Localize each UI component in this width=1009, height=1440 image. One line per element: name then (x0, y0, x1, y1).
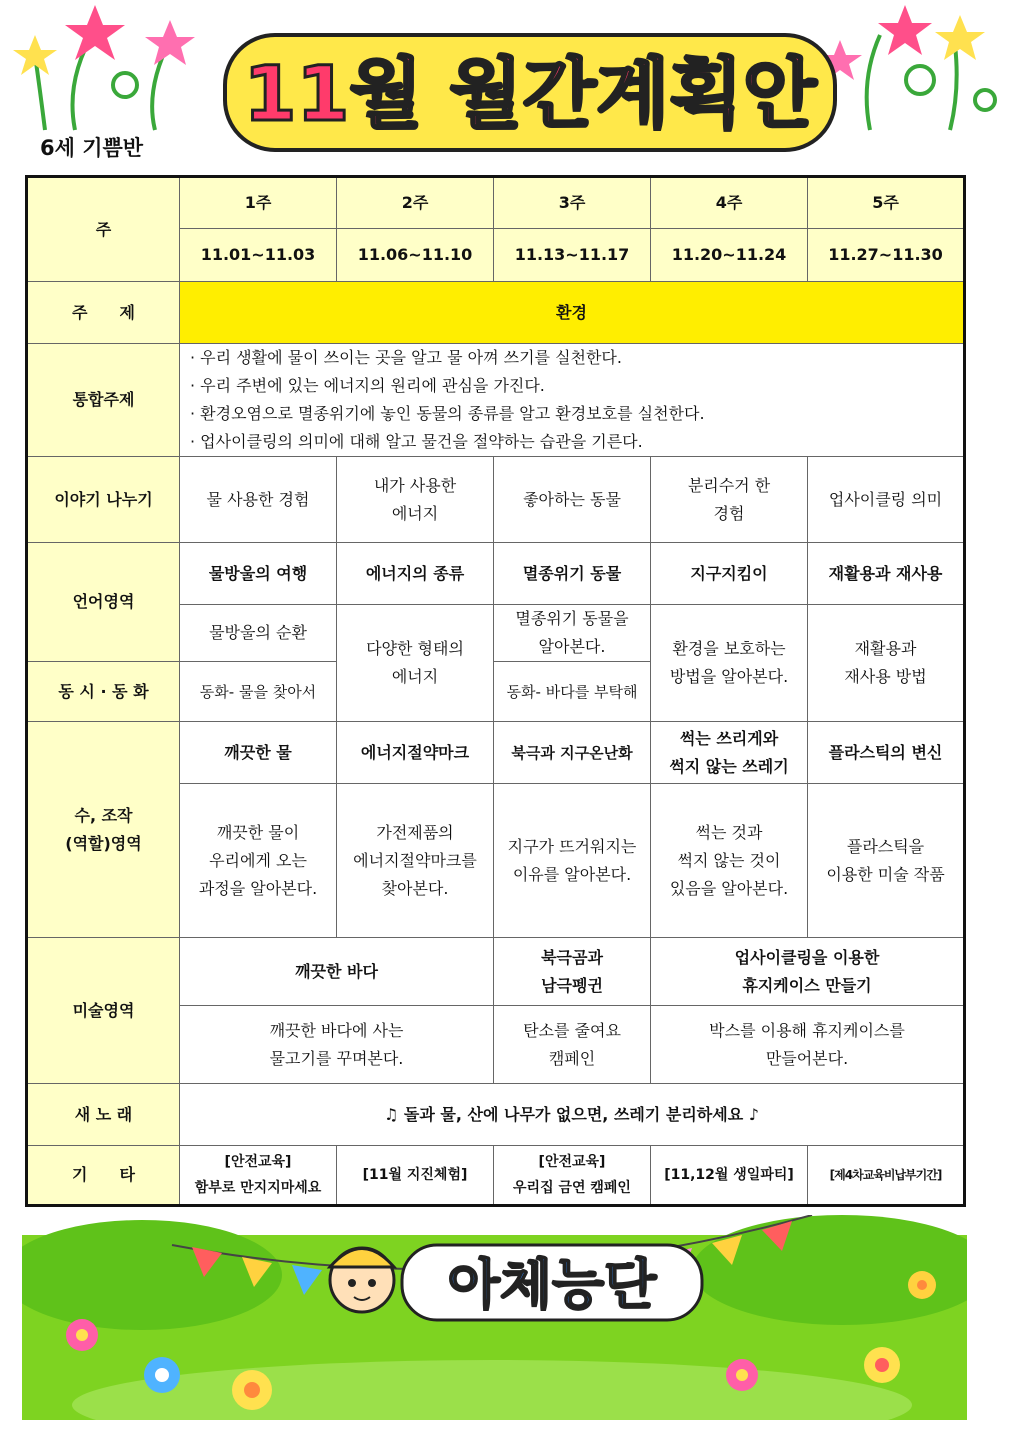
week-4: 4주 (651, 177, 808, 229)
math-desc-week-5: 플라스틱을 이용한 미술 작품 (808, 784, 965, 938)
talk-week-4: 분리수거 한 경험 (651, 457, 808, 543)
language-desc-week-1: 물방울의 순환 (180, 605, 337, 662)
talk-week-5: 업사이클링 의미 (808, 457, 965, 543)
flower-decoration-left-icon (5, 0, 215, 140)
language-title-week-1: 물방울의 여행 (180, 543, 337, 605)
week-5: 5주 (808, 177, 965, 229)
language-label: 언어영역 (27, 543, 180, 662)
language-title-week-4: 지구지킴이 (651, 543, 808, 605)
header (0, 0, 1009, 175)
language-title-week-2: 에너지의 종류 (337, 543, 494, 605)
song-value: ♫ 돌과 물, 산에 나무가 없으면, 쓰레기 분리하세요 ♪ (180, 1084, 965, 1146)
poem-week-1: 동화- 물을 찾아서 (180, 662, 337, 722)
language-desc-week-2: 다양한 형태의 에너지 (337, 605, 494, 722)
talk-week-2: 내가 사용한 에너지 (337, 457, 494, 543)
week-5-dates: 11.27~11.30 (808, 229, 965, 282)
monthly-plan-table (25, 175, 966, 1207)
footer-illustration-icon (22, 1215, 967, 1420)
talk-week-1: 물 사용한 경험 (180, 457, 337, 543)
goal-item: · 업사이클링의 의미에 대해 알고 물건을 절약하는 습관을 기른다. (190, 432, 643, 451)
goals-list (180, 344, 965, 457)
math-desc-week-2: 가전제품의 에너지절약마크를 찾아본다. (337, 784, 494, 938)
svg-text:아체능단: 아체능단 (447, 1253, 657, 1316)
song-label: 새 노 래 (27, 1084, 180, 1146)
week-1-dates: 11.01~11.03 (180, 229, 337, 282)
week-2-dates: 11.06~11.10 (337, 229, 494, 282)
week-3: 3주 (494, 177, 651, 229)
topic-label: 주 제 (27, 282, 180, 344)
etc-week-1: [안전교육] 함부로 만지지마세요 (180, 1146, 337, 1206)
language-desc-week-4: 환경을 보호하는 방법을 알아본다. (651, 605, 808, 722)
math-title-week-1: 깨끗한 물 (180, 722, 337, 784)
week-4-dates: 11.20~11.24 (651, 229, 808, 282)
week-2: 2주 (337, 177, 494, 229)
math-label: 수, 조작 (역할)영역 (27, 722, 180, 938)
art-title-weeks-4-5: 업사이클링을 이용한 휴지케이스 만들기 (651, 938, 965, 1006)
etc-week-3: [안전교육] 우리집 금연 캠페인 (494, 1146, 651, 1206)
goal-item: · 우리 주변에 있는 에너지의 원리에 관심을 가진다. (190, 376, 545, 395)
etc-week-2: [11월 지진체험] (337, 1146, 494, 1206)
goals-label: 통합주제 (27, 344, 180, 457)
language-title-week-5: 재활용과 재사용 (808, 543, 965, 605)
week-3-dates: 11.13~11.17 (494, 229, 651, 282)
etc-label: 기 타 (27, 1146, 180, 1206)
art-desc-weeks-4-5: 박스를 이용해 휴지케이스를 만들어본다. (651, 1006, 965, 1084)
language-desc-week-5: 재활용과 재사용 방법 (808, 605, 965, 722)
title-art-icon (220, 20, 840, 160)
art-title-week-3: 북극곰과 남극펭귄 (494, 938, 651, 1006)
art-desc-week-3: 탄소를 줄여요 캠페인 (494, 1006, 651, 1084)
language-desc-week-3: 멸종위기 동물을 알아본다. (494, 605, 651, 662)
week-1: 1주 (180, 177, 337, 229)
etc-week-5: [제4차교육비납부기간] (808, 1146, 965, 1206)
art-title-weeks-1-2: 깨끗한 바다 (180, 938, 494, 1006)
art-desc-weeks-1-2: 깨끗한 바다에 사는 물고기를 꾸며본다. (180, 1006, 494, 1084)
math-desc-week-3: 지구가 뜨거워지는 이유를 알아본다. (494, 784, 651, 938)
poem-label: 동 시 · 동 화 (27, 662, 180, 722)
week-header: 주 (27, 177, 180, 282)
goal-item: · 우리 생활에 물이 쓰이는 곳을 알고 물 아껴 쓰기를 실천한다. (190, 348, 622, 367)
language-title-week-3: 멸종위기 동물 (494, 543, 651, 605)
math-desc-week-4: 썩는 것과 썩지 않는 것이 있음을 알아본다. (651, 784, 808, 938)
goal-item: · 환경오염으로 멸종위기에 놓인 동물의 종류를 알고 환경보호를 실천한다. (190, 404, 705, 423)
math-title-week-2: 에너지절약마크 (337, 722, 494, 784)
topic-value: 환경 (180, 282, 965, 344)
talk-label: 이야기 나누기 (27, 457, 180, 543)
math-title-week-5: 플라스틱의 변신 (808, 722, 965, 784)
math-desc-week-1: 깨끗한 물이 우리에게 오는 과정을 알아본다. (180, 784, 337, 938)
poem-week-3: 동화- 바다를 부탁해 (494, 662, 651, 722)
class-label: 6세 기쁨반 (40, 136, 144, 160)
talk-week-3: 좋아하는 동물 (494, 457, 651, 543)
math-title-week-3: 북극과 지구온난화 (494, 722, 651, 784)
svg-text:11월 월간계획안: 11월 월간계획안 (243, 49, 817, 138)
math-title-week-4: 썩는 쓰리게와 썩지 않는 쓰레기 (651, 722, 808, 784)
art-label: 미술영역 (27, 938, 180, 1084)
etc-week-4: [11,12월 생일파티] (651, 1146, 808, 1206)
